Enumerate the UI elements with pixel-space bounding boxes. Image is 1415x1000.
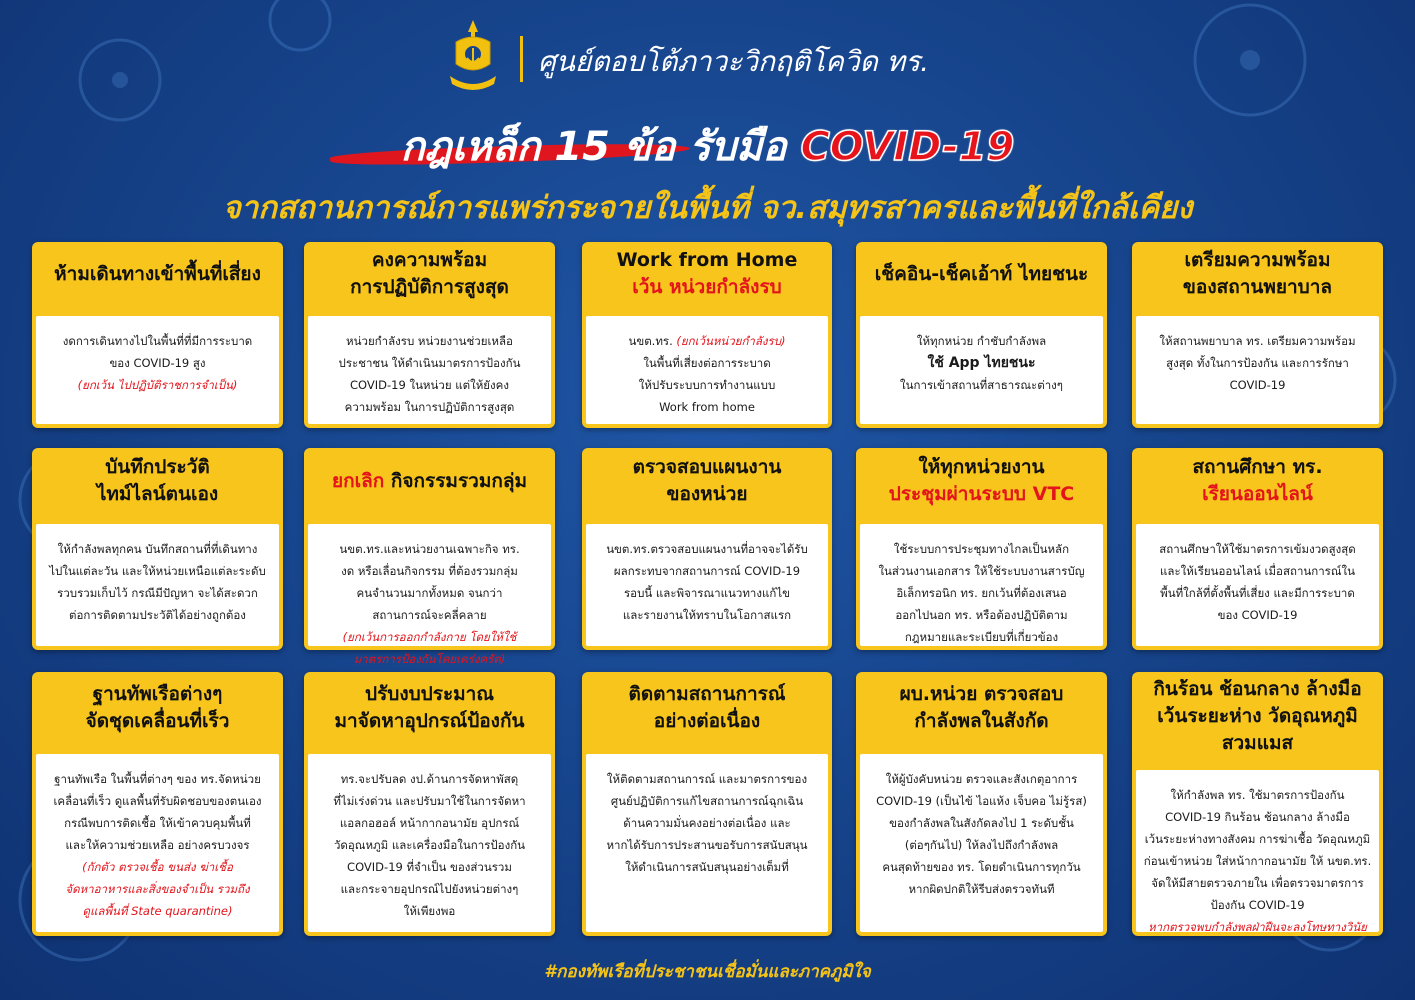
text-line: สถานการณ์จะคลี่คลาย	[372, 608, 487, 622]
text-line: จัดหาอาหารและสิ่งของจำเป็น รวมถึง	[65, 882, 250, 896]
text-line: วัดอุณหภูมิ และเครื่องมือในการป้องกัน	[333, 838, 526, 852]
rule-card-title	[304, 672, 555, 744]
footer-hashtag: #กองทัพเรือที่ประชาชนเชื่อมั่นและภาคภูมิใจ	[544, 962, 871, 982]
rule-card-title	[32, 672, 283, 744]
rule-card-title	[1132, 672, 1383, 760]
text-line: ตรวจสอบแผนงาน	[632, 456, 782, 478]
text-line: เว้นระยะห่าง วัดอุณหภูมิ	[1157, 704, 1358, 727]
text-line: ไทม์ไลน์ตนเอง	[96, 483, 219, 505]
text-line: มาจัดหาอุปกรณ์ป้องกัน	[334, 710, 525, 732]
text-line: ให้กำลังพล ทร. ใช้มาตรการป้องกัน	[1170, 788, 1345, 802]
text-line: หากผิดปกติให้รีบส่งตรวจทันที	[908, 882, 1055, 896]
rule-card-body	[1136, 524, 1379, 646]
rule-card-title	[582, 242, 832, 306]
text-line: ศูนย์ปฏิบัติการแก้ไขสถานการณ์ฉุกเฉิน	[610, 794, 804, 808]
text-line: สถานศึกษาให้ใช้มาตรการเข้มงวดสูงสุด	[1159, 542, 1356, 556]
text-line: เว้นระยะห่างทางสังคม การฆ่าเชื้อ วัดอุณหภูมิ	[1144, 832, 1371, 846]
text-line: COVID-19 (เป็นไข้ ไอแห้ง เจ็บคอ ไม่รู้รส)	[876, 794, 1087, 808]
text-line: มาตรการป้องกันโดยเคร่งครัด)	[353, 652, 506, 666]
text-line: ห้ามเดินทางเข้าพื้นที่เสี่ยง	[54, 262, 261, 285]
text-line: ใช้ระบบการประชุมทางไกลเป็นหลัก	[893, 542, 1070, 556]
headline-part2: รับมือ	[689, 124, 787, 170]
navy-emblem-icon	[442, 18, 504, 92]
text-line: เว้น หน่วยกำลังรบ	[632, 276, 782, 298]
text-line: ประชุมผ่านระบบ VTC	[888, 483, 1075, 505]
text-line: ด้านความมั่นคงอย่างต่อเนื่อง และ	[623, 816, 791, 830]
text-line: Work from Home	[616, 249, 798, 271]
rule-card-body	[308, 754, 551, 932]
text-line: เรียนออนไลน์	[1202, 483, 1313, 505]
text-line: ของสถานพยาบาล	[1182, 276, 1333, 298]
text-line: ของกำลังพลในสังกัดลงไป 1 ระดับชั้น	[889, 816, 1074, 830]
text-line: ให้ผู้บังคับหน่วย ตรวจและสังเกตุอาการ	[885, 772, 1078, 786]
text-line: ความพร้อม ในการปฏิบัติการสูงสุด	[344, 400, 515, 414]
headline-covid: COVID-19	[800, 124, 1015, 170]
text-line: (ยกเว้นการออกกำลังกาย โดยให้ใช้	[342, 630, 517, 644]
text-line: อย่างต่อเนื่อง	[653, 710, 761, 732]
rule-card-title	[32, 448, 283, 514]
text-line: ผลกระทบจากสถานการณ์ COVID-19	[613, 564, 801, 578]
text-line: งดการเดินทางไปในพื้นที่ที่มีการระบาด	[62, 334, 253, 348]
text-line: เคลื่อนที่เร็ว ดูแลพื้นที่รับผิดชอบของตนเอง	[53, 794, 262, 808]
rule-card-2	[304, 242, 555, 428]
text-line: สถานศึกษา ทร.	[1192, 456, 1323, 478]
rule-card-10	[1132, 448, 1383, 650]
rule-card-12	[304, 672, 555, 936]
text-line: และให้เรียนออนไลน์ เมื่อสถานการณ์ใน	[1159, 564, 1356, 578]
text-line: ในการเข้าสถานที่สาธารณะต่างๆ	[900, 378, 1063, 392]
text-line: หน่วยกำลังรบ หน่วยงานช่วยเหลือ	[346, 334, 513, 348]
text-line: ให้ติดตามสถานการณ์ และมาตรการของ	[606, 772, 808, 786]
text-line: ใช้ App ไทยชนะ	[927, 355, 1036, 371]
text-line: การปฏิบัติการสูงสุด	[350, 276, 509, 298]
headline	[0, 114, 1415, 178]
rule-card-title	[1132, 448, 1383, 514]
text-line: ที่ไม่เร่งด่วน และปรับมาใช้ในการจัดหา	[333, 794, 526, 808]
text-line: Work from home	[659, 400, 755, 414]
rule-card-15	[1132, 672, 1383, 936]
rule-card-title	[856, 448, 1107, 514]
rule-card-title	[304, 242, 555, 306]
text-line: ก่อนเข้าหน่วย ใส่หน้ากากอนามัย ให้ นขต.ทร.	[1143, 854, 1372, 868]
text-line: ปรับงบประมาณ	[365, 683, 494, 705]
text-line: สวมแมส	[1221, 731, 1294, 754]
rule-card-5	[1132, 242, 1383, 428]
text-line: หากได้รับการประสานขอรับการสนับสนุน	[606, 838, 808, 852]
text-line: ออกไปนอก ทร. หรือต้องปฏิบัติตาม	[895, 608, 1068, 622]
text-line: ในพื้นที่เสี่ยงต่อการระบาด	[643, 356, 771, 370]
text-line: (ยกเว้น ไปปฏิบัติราชการจำเป็น)	[77, 378, 238, 392]
text-line: กินร้อน ช้อนกลาง ล้างมือ	[1153, 677, 1362, 700]
text-line: ติดตามสถานการณ์	[628, 683, 786, 705]
text-line: ให้ดำเนินการสนับสนุนอย่างเต็มที่	[625, 860, 789, 874]
rule-card-title	[304, 448, 555, 514]
text-line: สูงสุด ทั้งในการป้องกัน และการรักษา	[1166, 356, 1349, 370]
text-line: เช็คอิน-เช็คเอ้าท์ ไทยชนะ	[874, 262, 1089, 285]
text-line: (ต่อๆกันไป) ให้ลงไปถึงกำลังพล	[904, 838, 1059, 852]
rule-card-8	[582, 448, 832, 650]
headline-part1: กฎเหล็ก 15 ข้อ	[400, 124, 676, 170]
text-line: ของ COVID-19 สูง	[109, 356, 206, 370]
text-line: จัดชุดเคลื่อนที่เร็ว	[85, 710, 230, 732]
rule-card-body	[1136, 770, 1379, 932]
rule-card-body	[308, 316, 551, 424]
text-line: พื้นที่ใกล้ที่ตั้งพื้นที่เสี่ยง และมีการระบาด	[1160, 586, 1355, 600]
rule-card-title	[582, 672, 832, 744]
rule-card-body	[308, 524, 551, 666]
text-line: กำลังพลในสังกัด	[914, 710, 1049, 732]
text-line: ทร.จะปรับลด งป.ด้านการจัดหาพัสดุ	[340, 772, 519, 786]
body-line	[628, 330, 785, 352]
text-line: ในส่วนงานเอกสาร ให้ใช้ระบบงานสารบัญ	[878, 564, 1085, 578]
rule-card-body	[36, 524, 279, 646]
text-line: ของ COVID-19	[1217, 608, 1298, 622]
rule-card-body	[36, 316, 279, 424]
text-line: รวบรวมเก็บไว้ กรณีมีปัญหา จะได้สะดวก	[57, 586, 258, 600]
rule-card-body	[860, 524, 1103, 646]
text-line: นขต.ทร.ตรวจสอบแผนงานที่อาจจะได้รับ	[606, 542, 808, 556]
header-title: ศูนย์ตอบโต้ภาวะวิกฤติโควิด ทร.	[538, 45, 930, 78]
text-line: ให้สถานพยาบาล ทร. เตรียมความพร้อม	[1159, 334, 1356, 348]
text-line: ผบ.หน่วย ตรวจสอบ	[899, 683, 1064, 705]
text-line: (กักตัว ตรวจเชื้อ ขนส่ง ฆ่าเชื้อ	[82, 860, 233, 874]
text-line: ให้ทุกหน่วยงาน	[918, 456, 1045, 478]
rule-card-title	[582, 448, 832, 514]
text-line: ให้ปรับระบบการทำงานแบบ	[638, 378, 776, 392]
rule-card-body	[860, 754, 1103, 932]
text-line: ฐานทัพเรือ ในพื้นที่ต่างๆ ของ ทร.จัดหน่วย	[54, 772, 261, 786]
header-divider	[520, 36, 523, 82]
text-line: แอลกอฮอล์ หน้ากากอนามัย อุปกรณ์	[339, 816, 520, 830]
text-line: ป้องกัน COVID-19	[1210, 898, 1305, 912]
rule-card-title	[856, 672, 1107, 744]
rule-card-9	[856, 448, 1107, 650]
text-line: หากตรวจพบกำลังพลฝ่าฝืนจะลงโทษทางวินัย	[1148, 920, 1367, 934]
text-line: และให้ความช่วยเหลือ อย่างครบวงจร	[65, 838, 250, 852]
text-line: และกระจายอุปกรณ์ไปยังหน่วยต่างๆ	[340, 882, 519, 896]
text-line: ฐานทัพเรือต่างๆ	[92, 683, 223, 705]
rule-card-body	[36, 754, 279, 932]
text-line: ให้ทุกหน่วย กำชับกำลังพล	[916, 334, 1047, 348]
rule-card-6	[32, 448, 283, 650]
rule-card-body	[586, 754, 828, 932]
text-line: COVID-19 กินร้อน ช้อนกลาง ล้างมือ	[1165, 810, 1350, 824]
rule-card-1	[32, 242, 283, 428]
body-prefix-highlight: (ยกเว้นหน่วยกำลังรบ)	[676, 334, 786, 348]
text-line: งด หรือเลื่อนกิจกรรม ที่ต้องรวมกลุ่ม	[341, 564, 518, 578]
rule-card-title	[32, 242, 283, 306]
text-line: COVID-19 ที่จำเป็น ของส่วนรวม	[347, 860, 512, 874]
text-line: รอบนี้ และพิจารณาแนวทางแก้ไข	[623, 586, 791, 600]
text-line: นขต.ทร.และหน่วยงานเฉพาะกิจ ทร.	[339, 542, 520, 556]
text-line: ดูแลพื้นที่ State quarantine)	[82, 904, 233, 918]
text-line: จัดให้มีสายตรวจภายใน เพื่อตรวจมาตรการ	[1151, 876, 1364, 890]
rule-card-body	[586, 316, 828, 424]
text-line: ของหน่วย	[666, 483, 748, 505]
text-line: COVID-19 ในหน่วย แต่ให้ยังคง	[350, 378, 509, 392]
text-line: ให้กำลังพลทุกคน บันทึกสถานที่ที่เดินทาง	[57, 542, 258, 556]
rule-card-3	[582, 242, 832, 428]
text-line: บันทึกประวัติ	[105, 456, 210, 478]
rule-card-title	[856, 242, 1107, 306]
title-line	[332, 468, 527, 495]
rule-card-body	[860, 316, 1103, 424]
text-line: คนสุดท้ายของ ทร. โดยดำเนินการทุกวัน	[882, 860, 1081, 874]
headline-subtitle: จากสถานการณ์การแพร่กระจายในพื้นที่ จว.สมุทรสาครและพื้นที่ใกล้เคียง	[222, 190, 1193, 226]
text-line: และรายงานให้ทราบในโอกาสแรก	[622, 608, 792, 622]
title-text: กิจกรรมรวมกลุ่ม	[384, 469, 528, 492]
rule-card-body	[1136, 316, 1379, 424]
rule-card-13	[582, 672, 832, 936]
text-line: COVID-19	[1229, 378, 1286, 392]
text-line: เตรียมความพร้อม	[1184, 249, 1331, 271]
text-line: คงความพร้อม	[371, 249, 488, 271]
rule-card-title	[1132, 242, 1383, 306]
body-prefix: นขต.ทร.	[628, 334, 673, 348]
text-line: กรณีพบการติดเชื้อ ให้เข้าควบคุมพื้นที่	[64, 816, 251, 830]
title-highlight: ยกเลิก	[331, 469, 385, 492]
text-line: ให้เพียงพอ	[403, 904, 456, 918]
rule-card-7	[304, 448, 555, 666]
text-line: คนจำนวนมากทั้งหมด จนกว่า	[356, 586, 503, 600]
text-line: ไปในแต่ละวัน และให้หน่วยเหนือแต่ละระดับ	[49, 564, 266, 578]
text-line: กฎหมายและระเบียบที่เกี่ยวข้อง	[904, 630, 1059, 644]
rule-card-11	[32, 672, 283, 936]
rule-card-14	[856, 672, 1107, 936]
text-line: ประชาชน ให้ดำเนินมาตรการป้องกัน	[338, 356, 521, 370]
header	[0, 14, 1415, 94]
rule-card-body	[586, 524, 828, 646]
rule-card-4	[856, 242, 1107, 428]
text-line: อิเล็กทรอนิก ทร. ยกเว้นที่ต้องเสนอ	[896, 586, 1067, 600]
text-line: ต่อการติดตามประวัติได้อย่างถูกต้อง	[69, 608, 246, 622]
